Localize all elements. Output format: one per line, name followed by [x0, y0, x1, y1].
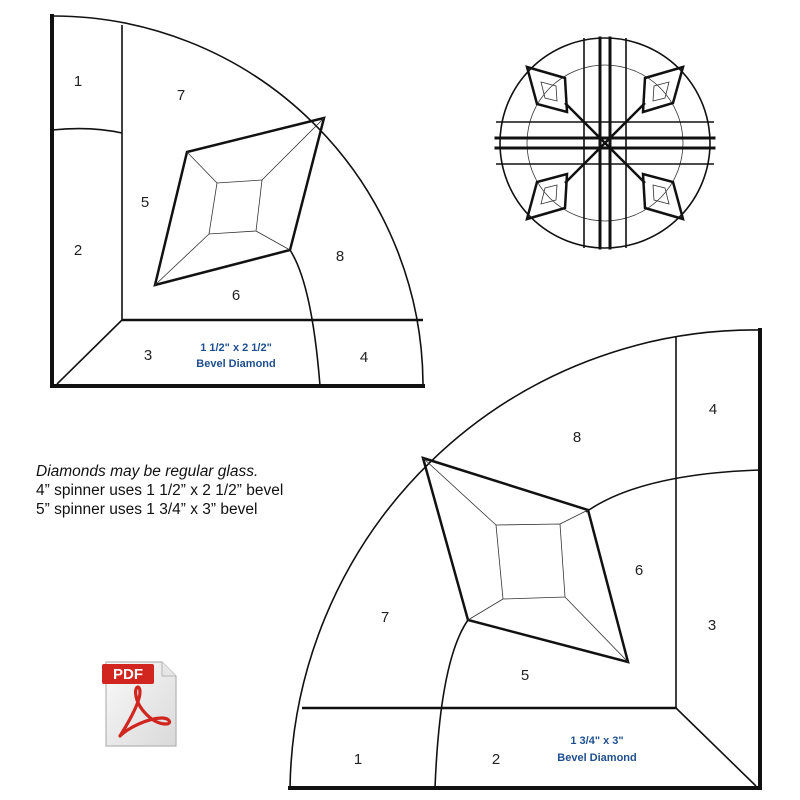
- piece-number: 1: [353, 751, 363, 768]
- piece-number: 3: [143, 347, 153, 364]
- piece-number: 5: [520, 667, 530, 684]
- pattern-b-diagram: [290, 330, 760, 788]
- piece-number: 2: [73, 242, 83, 259]
- piece-number: 2: [491, 751, 501, 768]
- piece-number: 8: [572, 429, 582, 446]
- spinner-preview: [496, 38, 714, 248]
- piece-number: 5: [140, 194, 150, 211]
- note-line: Diamonds may be regular glass.: [36, 463, 259, 480]
- piece-number: 1: [73, 73, 83, 90]
- piece-number: 7: [176, 87, 186, 104]
- piece-number: 6: [634, 562, 644, 579]
- note-line: 4” spinner uses 1 1/2” x 2 1/2” bevel: [36, 482, 284, 499]
- pattern-a-frame: [52, 16, 423, 386]
- pattern-a-diagram: [52, 16, 423, 386]
- pattern-b-bevel-diamond: [423, 458, 628, 662]
- bevel-type-label: Bevel Diamond: [557, 752, 637, 764]
- pattern-b-outer-arc: [290, 330, 760, 788]
- pdf-file-icon[interactable]: [100, 658, 180, 750]
- pattern-b-frame: [290, 330, 760, 788]
- bevel-size-label: 1 3/4" x 3": [570, 735, 624, 747]
- pdf-badge-label: PDF: [113, 666, 143, 683]
- piece-number: 8: [335, 248, 345, 265]
- bevel-type-label: Bevel Diamond: [196, 358, 276, 370]
- piece-number: 4: [708, 401, 718, 418]
- piece-number: 4: [359, 349, 369, 366]
- instruction-notes: [36, 462, 283, 519]
- piece-number: 7: [380, 609, 390, 626]
- pattern-a-outer-arc: [52, 16, 423, 386]
- note-line: 5” spinner uses 1 3/4” x 3” bevel: [36, 501, 258, 518]
- piece-number: 3: [707, 617, 717, 634]
- bevel-size-label: 1 1/2" x 2 1/2": [200, 342, 272, 354]
- piece-number: 6: [231, 287, 241, 304]
